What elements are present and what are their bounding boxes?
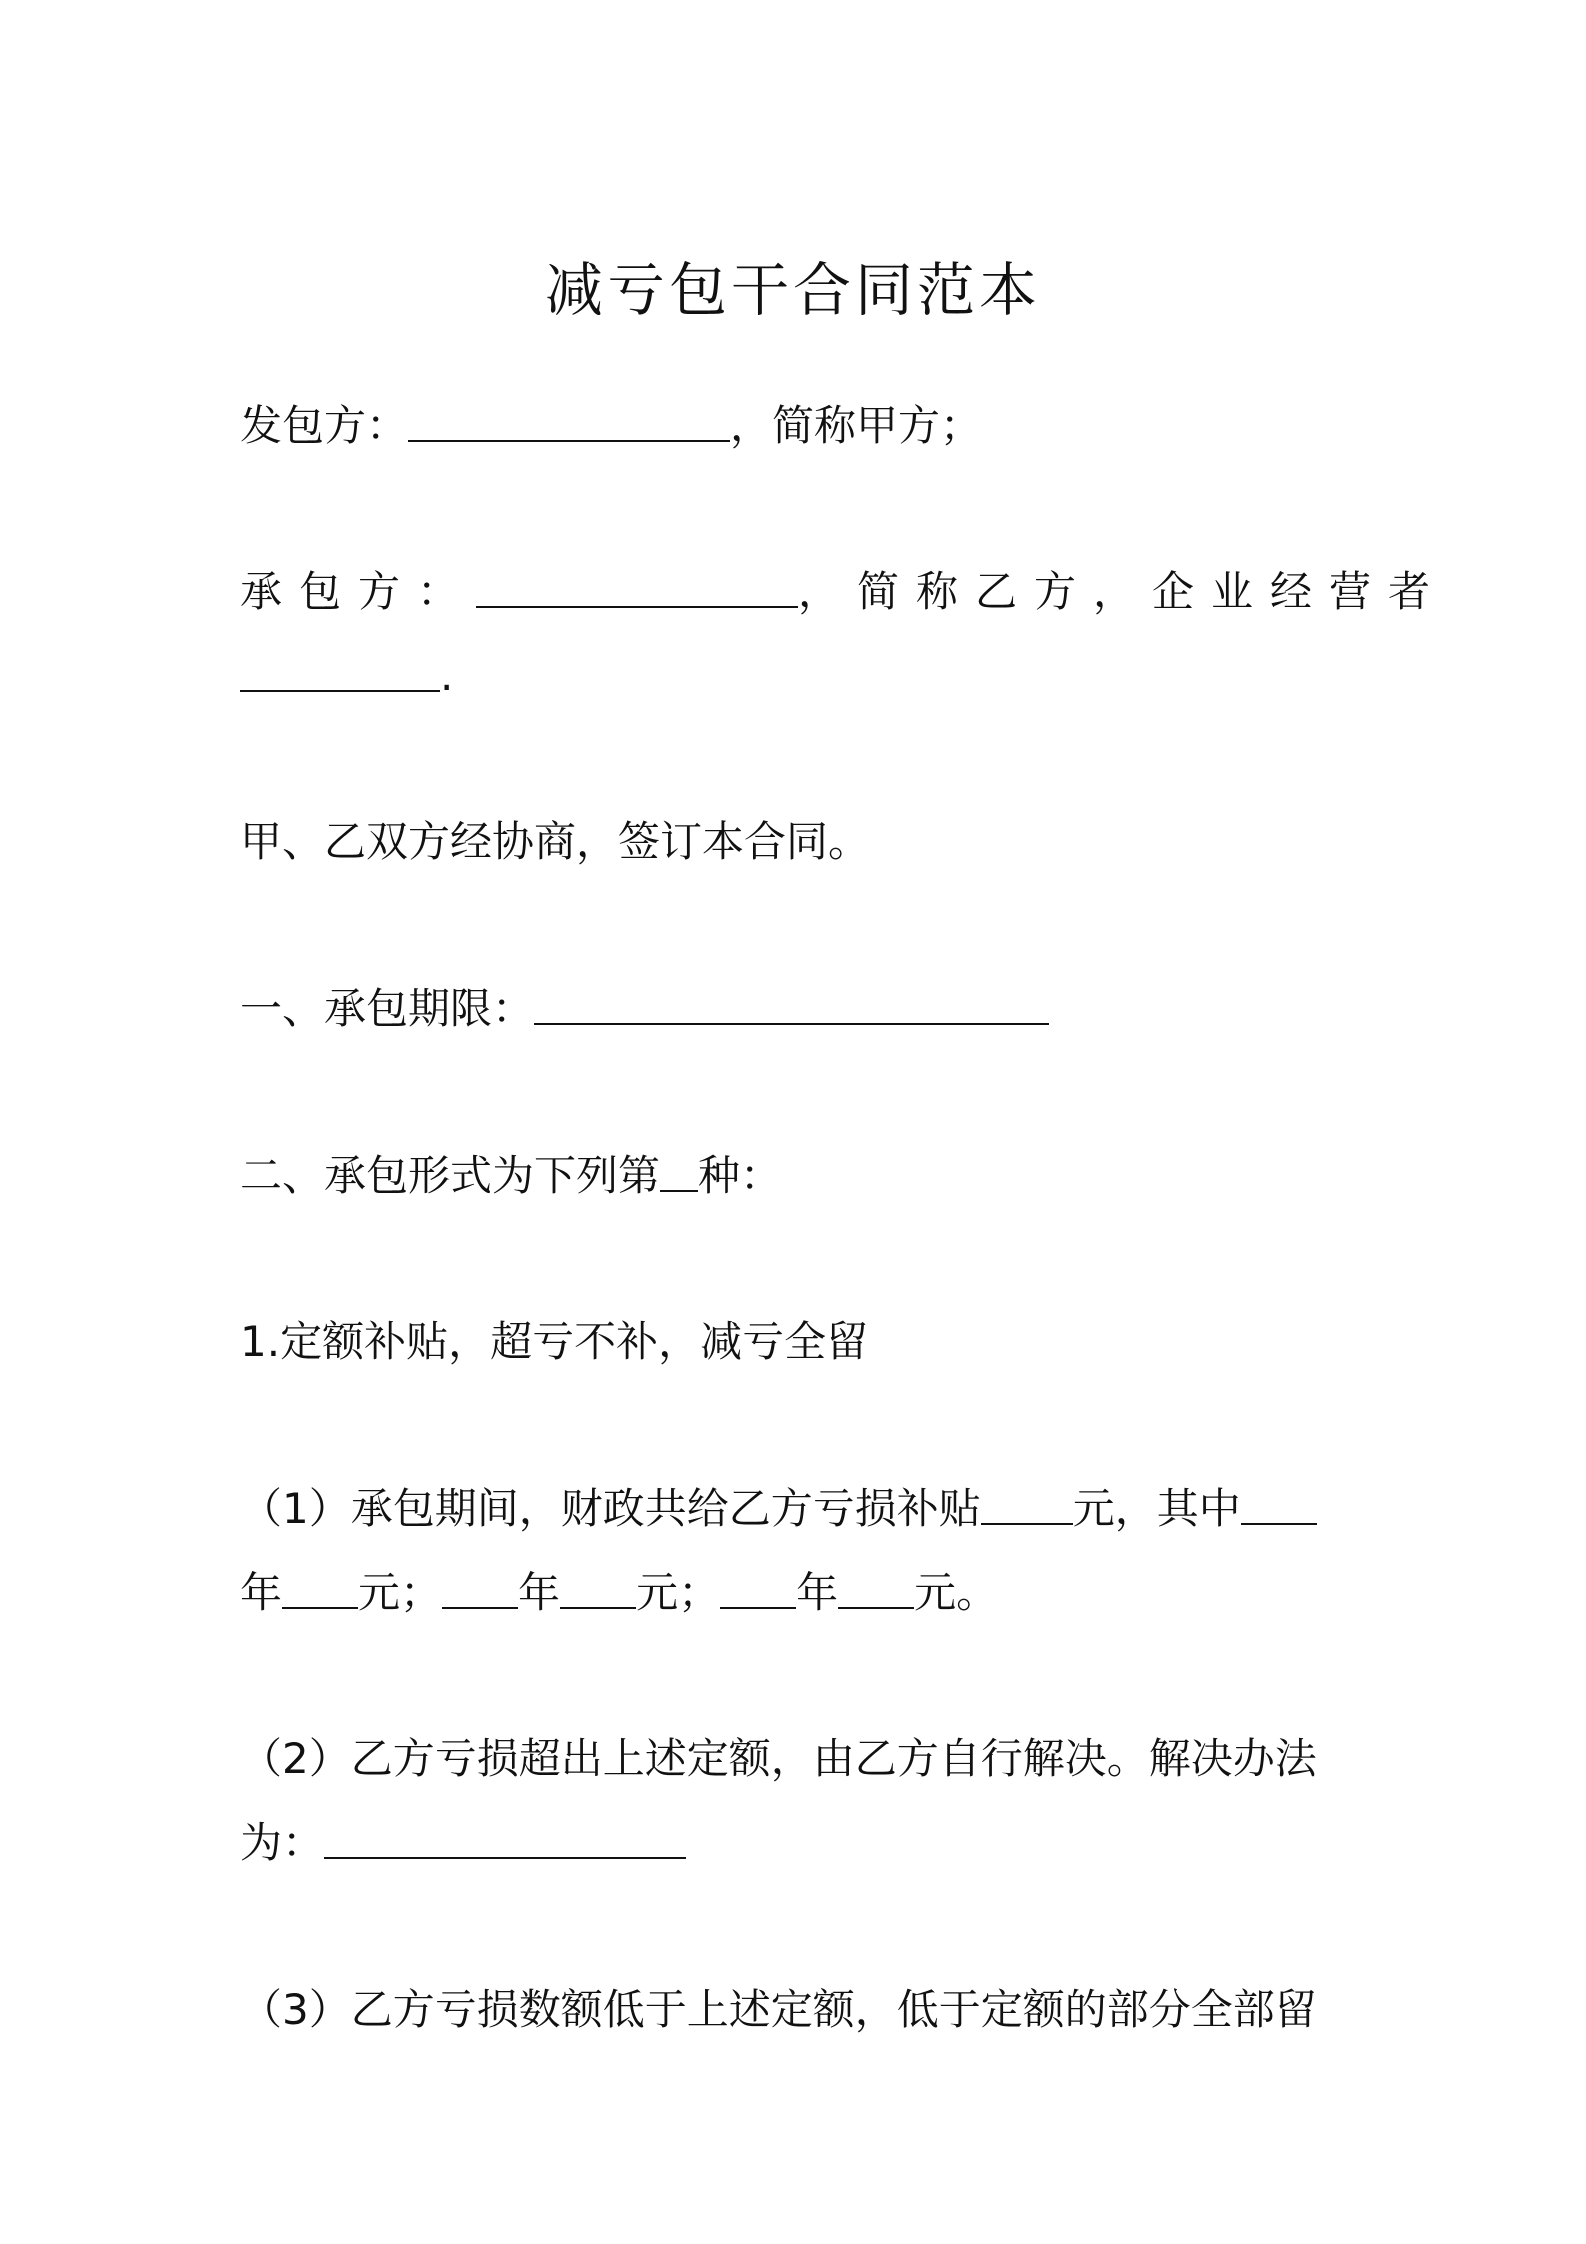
contractor-manager-line [240,634,1350,718]
total-subsidy-field[interactable] [981,1475,1073,1525]
period-mark: 。 [956,1568,999,1617]
manager-suffix: . [440,651,454,700]
contractor-line [240,550,1448,634]
document-title: 减亏包干合同范本 [544,256,1041,324]
separator: ； [400,1568,443,1617]
year1-field[interactable] [1241,1475,1317,1525]
contractor-label: 承包方： [240,567,477,616]
contractor-name-field[interactable] [476,558,798,608]
clause2-line2 [240,1801,1350,1885]
form-label-b: 种： [698,1151,783,1200]
year3-field[interactable] [720,1559,796,1609]
employer-suffix: ，简称甲方； [730,401,983,450]
manager-name-field[interactable] [240,642,440,692]
year-unit: 年 [796,1568,839,1617]
clause3-line1: （3）乙方亏损数额低于上述定额，低于定额的部分全部留 [240,1985,1317,2034]
amount2-field[interactable] [560,1559,636,1609]
section1-term-line [240,967,1350,1051]
clause2-label: 为： [240,1818,325,1867]
amount1-field[interactable] [282,1559,358,1609]
yuan-unit: 元 [914,1568,957,1617]
year-unit: 年 [240,1568,283,1617]
term-field[interactable] [534,975,1049,1025]
separator: ； [678,1568,721,1617]
employer-label: 发包方： [240,401,409,450]
yuan-unit: 元 [358,1568,401,1617]
clause1-text-b: 元，其中 [1072,1484,1241,1533]
clause1-text-a: （1）承包期间，财政共给乙方亏损补贴 [240,1484,981,1533]
form-label-a: 二、承包形式为下列第 [240,1151,661,1200]
clause2-line1: （2）乙方亏损超出上述定额，由乙方自行解决。解决办法 [240,1734,1317,1783]
agreement-line: 甲、乙双方经协商，签订本合同。 [240,817,871,866]
clause1-line1 [240,1467,1350,1551]
year2-field[interactable] [442,1559,518,1609]
section2-form-line [240,1134,1350,1218]
clause1-line2 [240,1551,1350,1635]
item1-heading: 1.定额补贴，超亏不补，减亏全留 [240,1317,869,1366]
term-label: 一、承包期限： [240,984,535,1033]
form-choice-field[interactable] [660,1142,698,1192]
employer-name-field[interactable] [408,392,730,442]
year-unit: 年 [518,1568,561,1617]
amount3-field[interactable] [838,1559,914,1609]
contractor-suffix: ，简称乙方，企业经营者 [798,567,1448,616]
resolution-method-field[interactable] [324,1809,686,1859]
yuan-unit: 元 [636,1568,679,1617]
employer-line [240,384,1350,468]
